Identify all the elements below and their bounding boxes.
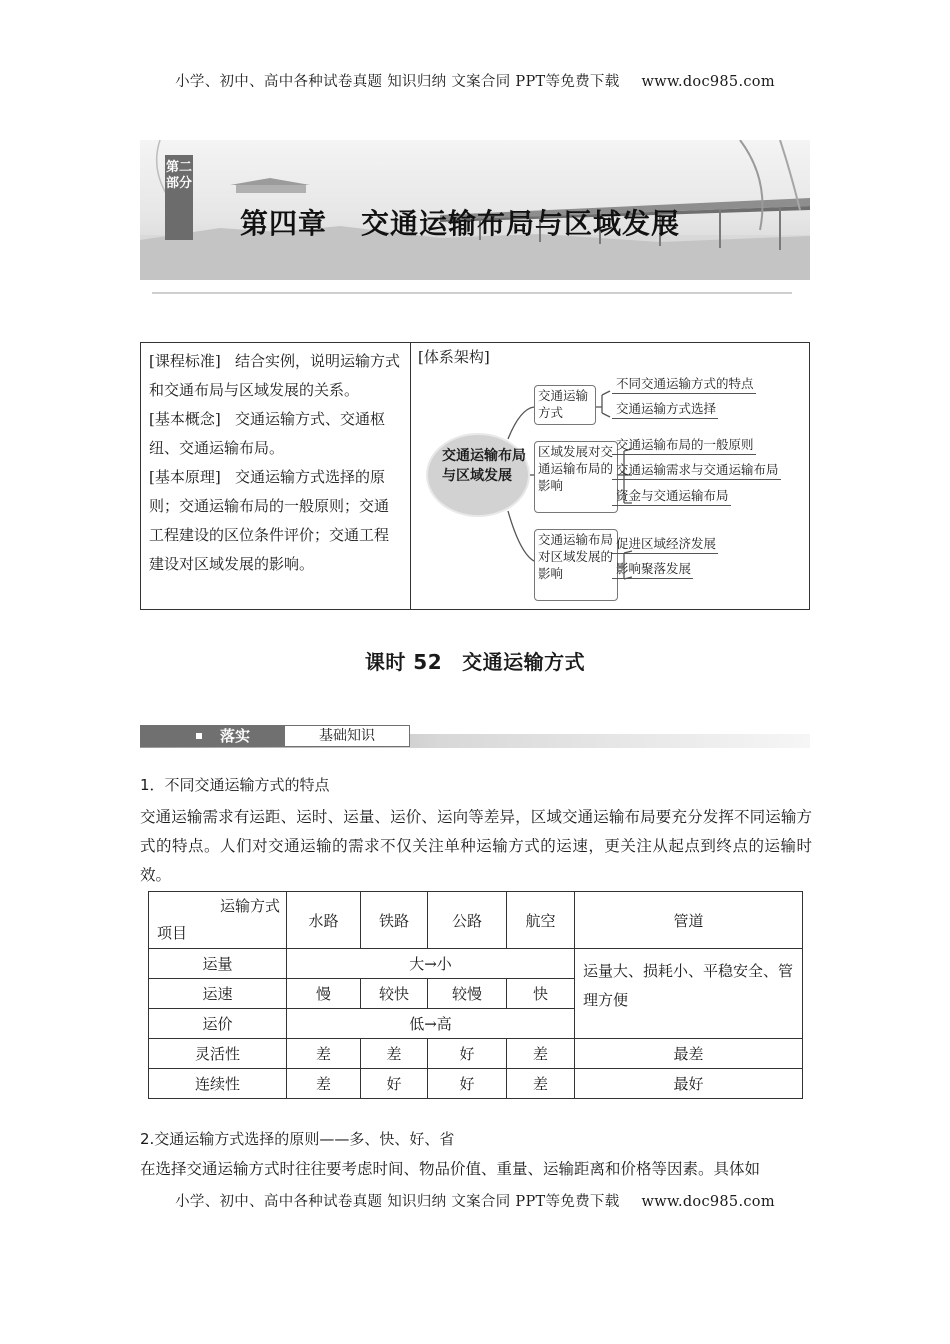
transport-comparison-table bbox=[148, 891, 803, 1099]
table-cell: 快 bbox=[507, 979, 575, 1009]
overview-standards bbox=[141, 343, 411, 609]
table-row bbox=[149, 1069, 803, 1099]
row-label: 灵活性 bbox=[149, 1039, 287, 1069]
square-bullet-icon bbox=[196, 733, 202, 739]
lesson-name: 交通运输方式 bbox=[462, 650, 586, 674]
table-cell: 好 bbox=[361, 1069, 428, 1099]
principles-text: 交通运输方式选择的原则；交通运输布局的一般原则；交通工程建设的区位条件评价；交通工程建设对区域发展的影响。 bbox=[149, 468, 390, 573]
mindmap-center: 交通运输布局与区域发展 bbox=[428, 435, 528, 515]
chapter-title bbox=[240, 202, 680, 242]
row-label: 运量 bbox=[149, 949, 287, 979]
section-bar-dark bbox=[140, 725, 284, 747]
section-2-paragraph: 在选择交通运输方式时往往要考虑时间、物品价值、重量、运输距离和价格等因素。具体如 bbox=[140, 1160, 761, 1178]
table-cell: 最好 bbox=[575, 1069, 803, 1099]
table-row bbox=[149, 949, 803, 979]
table-cell: 差 bbox=[287, 1039, 361, 1069]
table-cell: 慢 bbox=[287, 979, 361, 1009]
row-label: 运速 bbox=[149, 979, 287, 1009]
header-url[interactable]: www.doc985.com bbox=[641, 74, 775, 90]
table-row bbox=[149, 1039, 803, 1069]
page-header-top bbox=[0, 70, 950, 91]
overview-framework bbox=[412, 343, 809, 609]
mindmap-leaf: 交通运输布局的一般原则 bbox=[612, 437, 756, 455]
mindmap-branch-2: 区域发展对交通运输布局的影响 bbox=[534, 441, 618, 513]
table-cell: 差 bbox=[361, 1039, 428, 1069]
table-cell: 较快 bbox=[361, 979, 428, 1009]
chapter-overview bbox=[140, 342, 810, 610]
header-text: 小学、初中、高中各种试卷真题 知识归纳 文案合同 PPT等免费下载 bbox=[175, 74, 620, 90]
row-label: 运价 bbox=[149, 1009, 287, 1039]
footer-text: 小学、初中、高中各种试卷真题 知识归纳 文案合同 PPT等免费下载 bbox=[175, 1194, 620, 1210]
chapter-subtitle: 交通运输布局与区域发展 bbox=[361, 207, 681, 240]
lesson-number: 课时 52 bbox=[364, 650, 443, 674]
curriculum-label: [课程标准] bbox=[149, 352, 221, 370]
price-range-cell: 低→高 bbox=[287, 1009, 575, 1039]
table-cell: 差 bbox=[507, 1039, 575, 1069]
section-2-heading: 2.交通运输方式选择的原则——多、快、好、省 bbox=[140, 1130, 455, 1148]
chapter-number: 第四章 bbox=[240, 207, 328, 240]
table-cell: 差 bbox=[507, 1069, 575, 1099]
table-cell: 最差 bbox=[575, 1039, 803, 1069]
table-cell: 好 bbox=[428, 1039, 507, 1069]
mindmap-leaf: 影响聚落发展 bbox=[612, 561, 693, 579]
footer-url[interactable]: www.doc985.com bbox=[641, 1194, 775, 1210]
mindmap-branch-3: 交通运输布局对区域发展的影响 bbox=[534, 529, 618, 601]
column-header: 公路 bbox=[428, 892, 507, 949]
volume-range-cell: 大→小 bbox=[287, 949, 575, 979]
page-header-bottom bbox=[0, 1190, 950, 1211]
column-header: 管道 bbox=[575, 892, 803, 949]
mindmap-leaf: 交通运输需求与交通运输布局 bbox=[612, 462, 781, 480]
section-1-paragraph: 交通运输需求有运距、运时、运量、运价、运向等差异，区域交通运输布局要充分发挥不同运输方式的特点。人们对交通运输的需求不仅关注单种运输方式的运速，更关注从起点到终点的运输时效。 bbox=[140, 808, 812, 884]
part-tag: 第二部分 bbox=[165, 155, 193, 240]
corner-top-label: 运输方式 bbox=[219, 897, 280, 915]
table-cell: 较慢 bbox=[428, 979, 507, 1009]
concepts-text: 交通运输方式、交通枢纽、交通运输布局。 bbox=[149, 410, 386, 457]
banner-divider bbox=[152, 292, 792, 294]
column-header: 航空 bbox=[507, 892, 575, 949]
mindmap-leaf: 交通运输方式选择 bbox=[612, 401, 718, 419]
section-bar bbox=[140, 724, 810, 750]
mindmap-leaf: 不同交通运输方式的特点 bbox=[612, 376, 756, 394]
column-header: 水路 bbox=[287, 892, 361, 949]
row-label: 连续性 bbox=[149, 1069, 287, 1099]
table-cell: 好 bbox=[428, 1069, 507, 1099]
lesson-title bbox=[0, 646, 950, 675]
principles-label: [基本原理] bbox=[149, 468, 221, 486]
pipeline-note-cell: 运量大、损耗小、平稳安全、管理方便 bbox=[575, 949, 803, 1039]
section-dark-label: 落实 bbox=[220, 727, 251, 745]
framework-label: [体系架构] bbox=[418, 348, 490, 366]
mindmap-leaf: 资金与交通运输布局 bbox=[612, 488, 731, 506]
mindmap-leaf: 促进区域经济发展 bbox=[612, 536, 718, 554]
curriculum-text: 结合实例，说明运输方式和交通布局与区域发展的关系。 bbox=[149, 352, 401, 399]
section-light-label: 基础知识 bbox=[284, 725, 410, 747]
table-header-row bbox=[149, 892, 803, 949]
corner-bottom-label: 项目 bbox=[157, 924, 188, 942]
table-corner-cell bbox=[149, 892, 287, 949]
section-1-heading: 1．不同交通运输方式的特点 bbox=[140, 776, 330, 794]
table-cell: 差 bbox=[287, 1069, 361, 1099]
chapter-banner bbox=[140, 140, 810, 280]
column-header: 铁路 bbox=[361, 892, 428, 949]
concepts-label: [基本概念] bbox=[149, 410, 221, 428]
mindmap-branch-1: 交通运输方式 bbox=[534, 385, 596, 425]
